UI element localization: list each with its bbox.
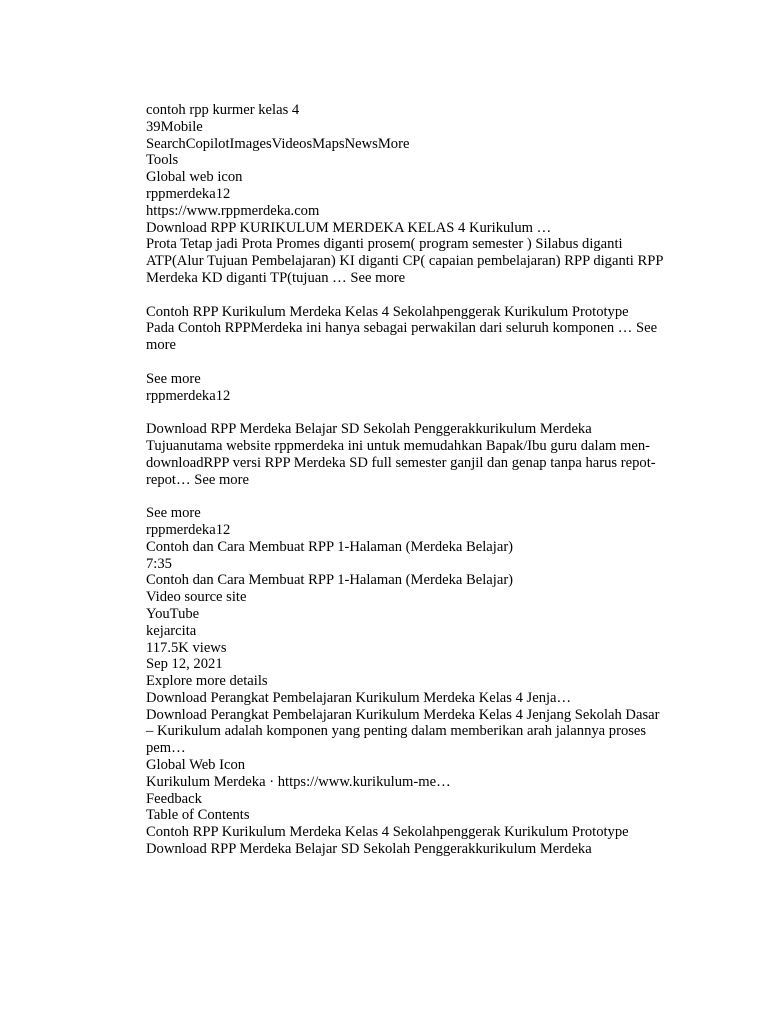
tab-videos[interactable]: Videos [271,135,313,152]
video-source-label: Video source site [146,589,247,606]
global-web-icon: Global web icon [146,169,243,186]
spacer [146,287,666,304]
tab-copilot[interactable]: Copilot [185,135,230,152]
document-page [146,102,666,858]
toc-heading: Table of Contents [146,807,250,824]
result3-site-name: rppmerdeka12 [146,521,231,538]
global-web-icon: Global Web Icon [146,757,246,774]
result4-snippet: Download Perangkat Pembelajaran Kurikulum Merdeka Kelas 4 Jenjang Sekolah Dasar – Kurikulum adalah komponen yang penting dalam memberikan arah jalannya proses pem… [146,706,660,757]
nav-tabs [146,136,666,153]
explore-more-link[interactable]: Explore more details [146,673,268,690]
toc-item[interactable]: Contoh RPP Kurikulum Merdeka Kelas 4 Sekolahpenggerak Kurikulum Prototype [146,824,629,841]
video-source: YouTube [146,605,200,622]
result3-see-more-link[interactable]: See more [146,505,201,522]
tab-news[interactable]: News [344,135,378,152]
video-views: 117.5K views [146,639,227,656]
result2-see-more-link[interactable]: See more [146,370,201,387]
video-title[interactable]: Contoh dan Cara Membuat RPP 1-Halaman (Merdeka Belajar) [146,538,514,555]
spacer [146,488,666,505]
result1-title[interactable]: Download RPP KURIKULUM MERDEKA KELAS 4 Kurikulum … [146,219,552,236]
tab-images[interactable]: Images [229,135,272,152]
feedback-link[interactable]: Feedback [146,790,202,807]
tools-button[interactable]: Tools [146,152,179,169]
tab-more[interactable]: More [377,135,410,152]
result2-site-name: rppmerdeka12 [146,387,231,404]
search-query: contoh rpp kurmer kelas 4 [146,102,300,118]
video-channel: kejarcita [146,622,197,639]
result1-site-name: rppmerdeka12 [146,185,231,202]
result1-url[interactable]: https://www.rppmerdeka.com [146,202,320,219]
video-title-repeat: Contoh dan Cara Membuat RPP 1-Halaman (Merdeka Belajar) [146,572,514,589]
result3-title[interactable]: Download RPP Merdeka Belajar SD Sekolah Penggerakkurikulum Merdeka [146,421,592,438]
result4-source[interactable]: Kurikulum Merdeka · https://www.kurikulum-me… [146,773,451,790]
video-date: Sep 12, 2021 [146,656,223,673]
tab-maps[interactable]: Maps [312,135,345,152]
result4-title[interactable]: Download Perangkat Pembelajaran Kurikulum Merdeka Kelas 4 Jenja… [146,689,572,706]
result2-title[interactable]: Contoh RPP Kurikulum Merdeka Kelas 4 Sekolahpenggerak Kurikulum Prototype [146,303,629,320]
spacer [146,354,666,371]
toc-item[interactable]: Download RPP Merdeka Belajar SD Sekolah Penggerakkurikulum Merdeka [146,841,592,858]
video-duration: 7:35 [146,555,172,572]
result1-snippet: Prota Tetap jadi Prota Promes diganti prosem( program semester ) Silabus diganti ATP(Alur Tujuan Pembelajaran) KI diganti CP( capaian pembelajaran) RPP diganti RPP Merdeka KD diganti TP(tujuan … See more [146,236,663,286]
result-count: 39Mobile [146,118,203,135]
result3-snippet: Tujuanutama website rppmerdeka ini untuk memudahkan Bapak/Ibu guru dalam men- downloadRPP versi RPP Merdeka SD full semester ganjil dan genap tanpa harus repot-repot… See more [146,437,656,488]
tab-search[interactable]: Search [146,135,186,152]
result2-snippet: Pada Contoh RPPMerdeka ini hanya sebagai perwakilan dari seluruh komponen … See more [146,320,658,354]
spacer [146,404,666,421]
